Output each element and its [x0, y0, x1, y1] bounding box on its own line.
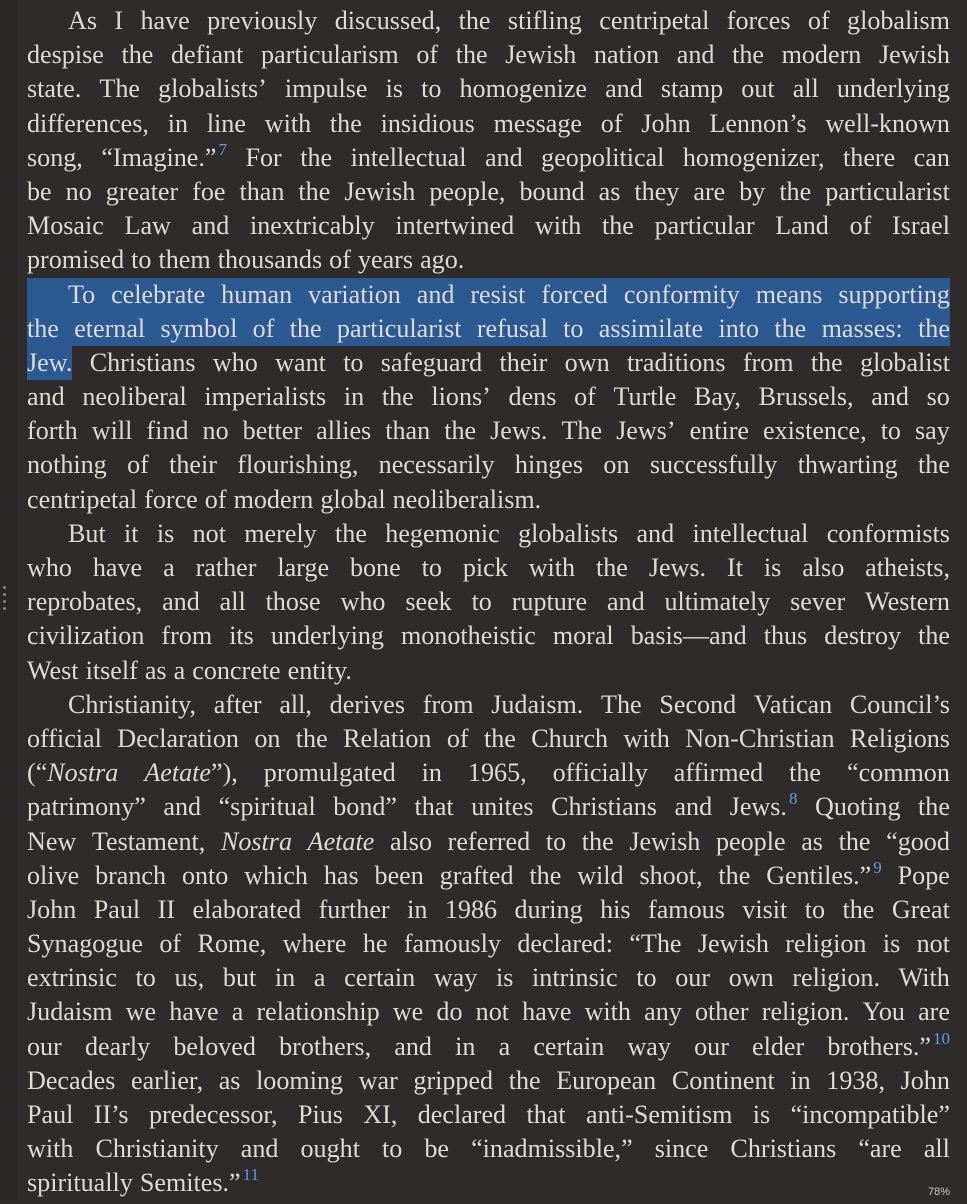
- text-line: civilization from its underlying monotheistic moral basis—and thus destroy the: [27, 621, 950, 651]
- text-line: As I have previously discussed, the stifling centripetal forces of globalism: [68, 6, 950, 35]
- text-line: But it is not merely the hegemonic globalists and intellectual conformists: [68, 518, 950, 548]
- text-line: Paul II’s predecessor, Pius XI, declared that anti-Semitism is “incompatible”: [27, 1100, 950, 1129]
- text-line: New Testament, Nostra Aetate also referred to the Jewish people as the “good: [27, 826, 950, 856]
- text-line: reprobates, and all those who seek to rupture and ultimately sever Western: [27, 587, 950, 617]
- footnote-ref[interactable]: 11: [242, 1165, 259, 1185]
- text-line: nothing of their flourishing, necessarily hinges on successfully thwarting the: [27, 450, 950, 480]
- text-line: promised to them thousands of years ago.: [27, 245, 465, 275]
- text-line: the eternal symbol of the particularist refusal to assimilate into the masses: the: [27, 312, 950, 346]
- zoom-indicator: 78%: [927, 1186, 950, 1198]
- text-line: Jew. Christians who want to safeguard their own traditions from the globalist: [27, 346, 950, 380]
- text-line: olive branch onto which has been grafted the wild shoot, the Gentiles.” $^9$ Pope: [27, 857, 950, 890]
- drag-handle-icon[interactable]: [3, 586, 7, 614]
- paragraph: [27, 688, 950, 1201]
- text-line: Christianity, after all, derives from Judaism. The Second Vatican Council’s: [68, 689, 950, 719]
- text-line: official Declaration on the Relation of the Church with Non-Christian Religions: [27, 723, 950, 753]
- footnote-ref[interactable]: 8: [788, 789, 798, 809]
- paragraph: [27, 4, 950, 278]
- text-line: patrimony” and “spiritual bond” that unites Christians and Jews. $^8$ Quoting the: [27, 789, 950, 822]
- text-line: forth will find no better allies than the Jews. The Jews’ entire existence, to say: [27, 416, 950, 446]
- footnote-ref[interactable]: 10: [932, 1028, 950, 1048]
- text-line: despise the defiant particularism of the Jewish nation and the modern Jewish: [27, 40, 950, 70]
- text-line: Mosaic Law and inextricably intertwined with the particular Land of Israel: [27, 211, 950, 241]
- paragraph: [27, 517, 950, 688]
- text-line: our dearly beloved brothers, and in a certain way our elder brothers.” $^{10}$: [27, 1028, 950, 1061]
- text-line: Synagogue of Rome, where he famously declared: “The Jewish religion is not: [27, 929, 950, 959]
- text-line: differences, in line with the insidious message of John Lennon’s well-known: [27, 108, 950, 138]
- text-line: West itself as a concrete entity.: [27, 655, 352, 685]
- footnote-ref[interactable]: 9: [873, 857, 882, 877]
- page-edge: [0, 0, 17, 1200]
- text-line: centripetal force of modern global neoliberalism.: [27, 484, 542, 514]
- text-line: spiritually Semites.” $^{11}$: [27, 1165, 259, 1198]
- paragraph: [27, 278, 950, 517]
- text-line: and neoliberal imperialists in the lions’ dens of Turtle Bay, Brussels, and so: [27, 382, 950, 412]
- footnote-ref[interactable]: 7: [218, 139, 227, 159]
- text-line: state. The globalists’ impulse is to homogenize and stamp out all underlying: [27, 74, 950, 104]
- text-line: who have a rather large bone to pick with the Jews. It is also atheists,: [27, 553, 950, 582]
- text-line: John Paul II elaborated further in 1986 during his famous visit to the Great: [27, 894, 950, 924]
- text-line: extrinsic to us, but in a certain way is intrinsic to our own religion. With: [27, 963, 950, 993]
- text-line: To celebrate human variation and resist forced conformity means supporting: [27, 278, 950, 312]
- text-line: Judaism we have a relationship we do not have with any other religion. You are: [27, 997, 950, 1027]
- text-line: song, “Imagine.” $^7$ For the intellectual and geopolitical homogenizer, there can: [27, 139, 950, 172]
- document-text: [27, 4, 950, 1201]
- text-line: Decades earlier, as looming war gripped the European Continent in 1938, John: [27, 1065, 950, 1095]
- text-line: (“Nostra Aetate”), promulgated in 1965, officially affirmed the “common: [27, 758, 950, 788]
- text-line: with Christianity and ought to be “inadmissible,” since Christians “are all: [27, 1134, 950, 1164]
- text-line: be no greater foe than the Jewish people, bound as they are by the particularist: [27, 176, 950, 206]
